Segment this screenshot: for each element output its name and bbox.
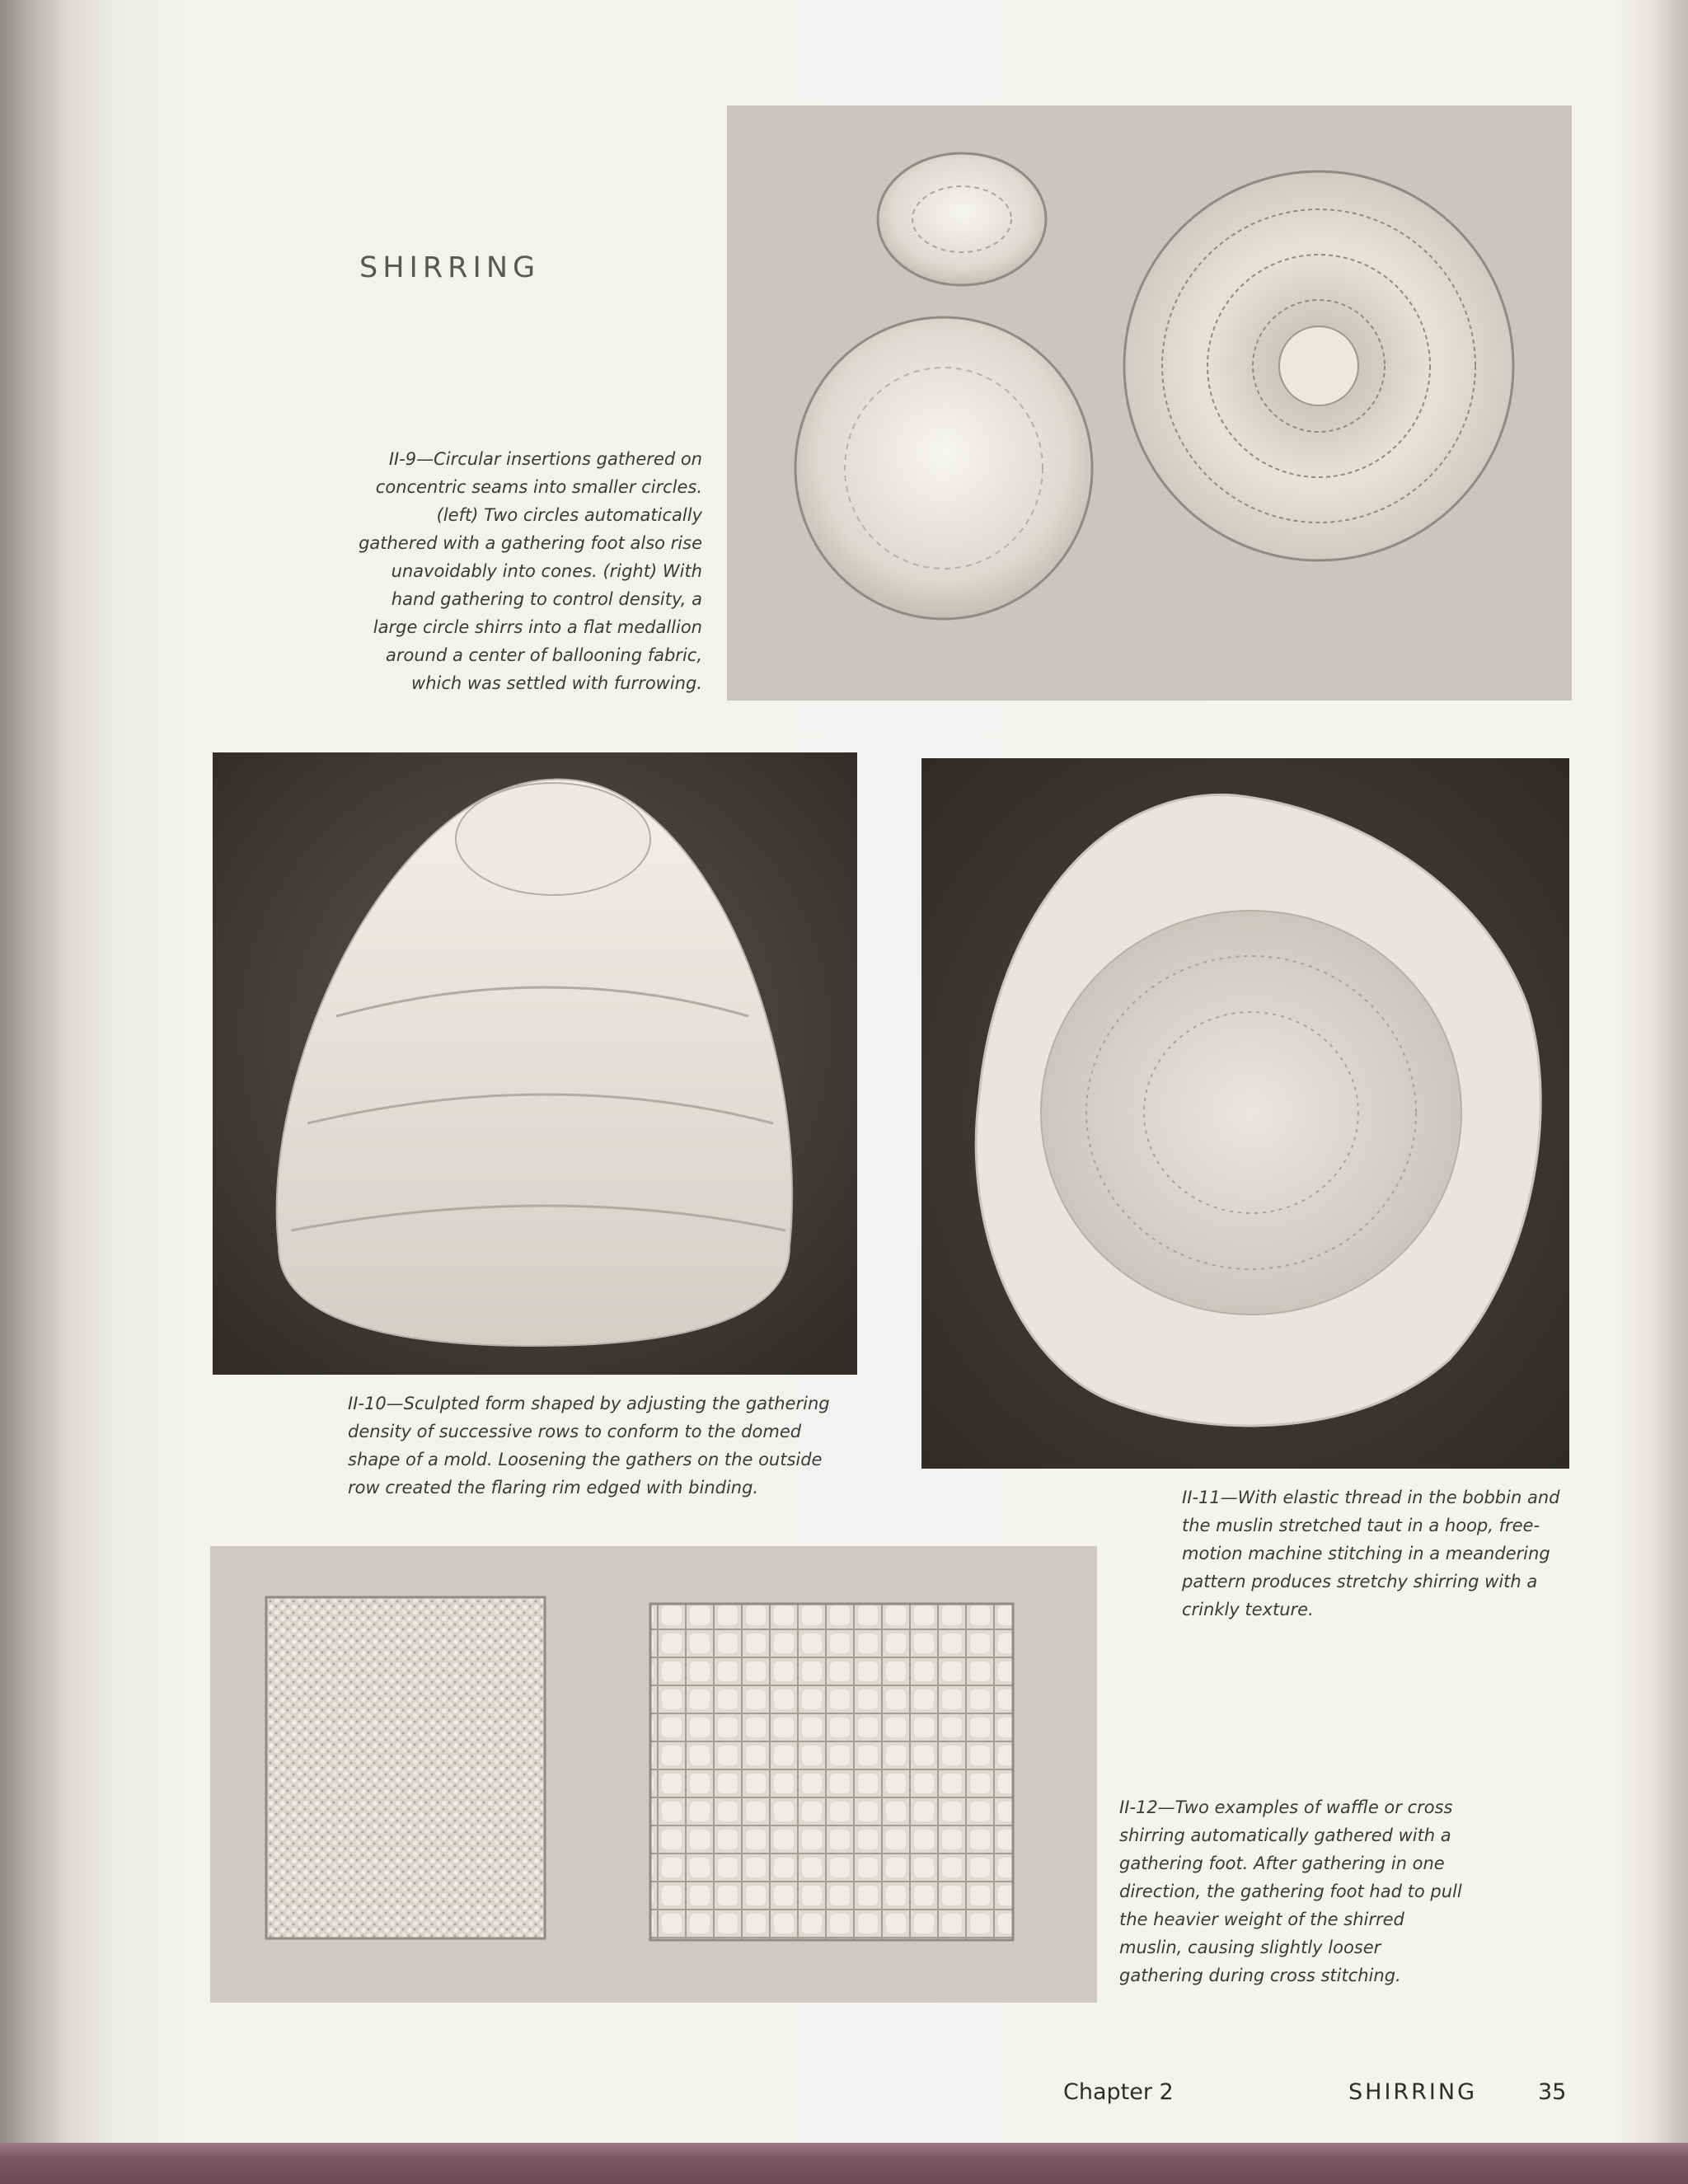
- photo-waffle-shirring: [210, 1546, 1097, 2003]
- photo-circular-insertions: [727, 105, 1572, 701]
- caption-figure-ii-9: II-9—Circular insertions gathered on concentric seams into smaller circles. (left) Two circles automatically gathered with a gathering foot also rise unavoidably into cones. (right) With hand gathering to control density, a large circle shirrs into a flat medallion around a center of ballooning fabric, which was settled with furrowing.: [359, 449, 702, 693]
- photo-elastic-shirring: [921, 758, 1569, 1469]
- photo-sculpted-form: [213, 752, 857, 1375]
- footer-section-title: SHIRRING: [1348, 2079, 1478, 2105]
- page-number: 35: [1538, 2079, 1567, 2105]
- footer-chapter: Chapter 2: [1063, 2079, 1174, 2105]
- section-title: SHIRRING: [359, 251, 541, 284]
- caption-figure-ii-10: II-10—Sculpted form shaped by adjusting the gathering density of successive rows to conform to the domed shape of a mold. Loosening the gathers on the outside row created the flaring rim edged with binding.: [348, 1394, 830, 1497]
- caption-figure-ii-12: II-12—Two examples of waffle or cross shirring automatically gathered with a gathering foot. After gathering in one direction, the gathering foot had to pull the heavier weight of the shirred muslin, causing slightly looser gathering during cross stitching.: [1119, 1797, 1462, 1985]
- caption-figure-ii-11: II-11—With elastic thread in the bobbin and the muslin stretched taut in a hoop, free-motion machine stitching in a meandering pattern produces stretchy shirring with a crinkly texture.: [1182, 1488, 1560, 1619]
- page-bottom-edge: [0, 2143, 1688, 2184]
